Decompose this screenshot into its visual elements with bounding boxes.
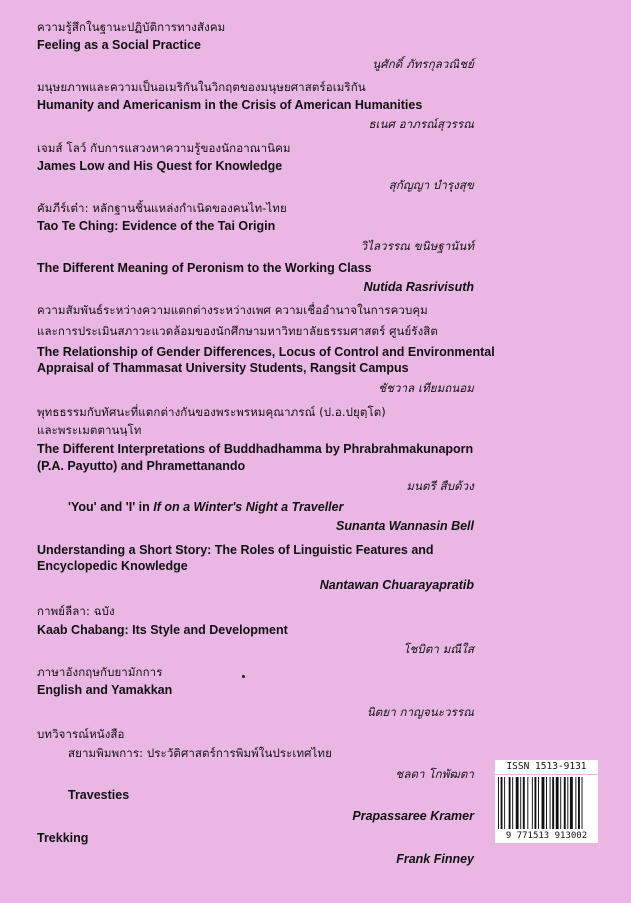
entry-author: Sunanta Wannasin Bell: [336, 519, 474, 533]
book-title: If on a Winter's Night a Traveller: [153, 500, 344, 514]
entry-author: ชลดา โกพัฒตา: [395, 767, 474, 781]
entry-english-title: The Different Interpretations of Buddhadhamma by Phrabrahmakunaporn: [37, 442, 474, 456]
entry-thai-title: สยามพิมพการ: ประวัติศาสตร์การพิมพ์ในประเทศไทย: [68, 746, 332, 760]
title-prefix: 'You' and 'I' in: [68, 500, 154, 514]
entry-english-title: English and Yamakkan: [37, 683, 173, 697]
entry-author: Frank Finney: [396, 852, 474, 866]
entry-thai-title: พุทธธรรมกับทัศนะที่แตกต่างกันของพระพรหมคุณาภรณ์ (ป.อ.ปยุตฺโต): [37, 405, 386, 419]
entry-thai-title: และการประเมินสภาวะแวดล้อมของนักศึกษามหาวิทยาลัยธรรมศาสตร์ ศูนย์รังสิต: [37, 324, 438, 338]
ink-dot: [242, 675, 245, 678]
entry-author: โชบิตา มณีใส: [403, 642, 474, 656]
entry-author: นูศักดิ์ ภัทรกุลวณิชย์: [372, 57, 474, 71]
entry-author: ธเนศ อาภรณ์สุวรรณ: [368, 117, 474, 131]
issn-barcode-block: [495, 760, 598, 842]
issn-label: ISSN 1513-9131: [495, 760, 598, 774]
entry-thai-title: คัมภีร์เต๋า: หลักฐานชิ้นแหล่งกำเนิดของคนไท-ไทย: [37, 201, 287, 215]
entry-english-title: Trekking: [37, 831, 89, 845]
barcode-icon: [495, 775, 598, 831]
entry-english-title: Appraisal of Thammasat University Students, Rangsit Campus: [37, 361, 409, 375]
entry-english-title: Humanity and Americanism in the Crisis of American Humanities: [37, 98, 423, 112]
entry-thai-title: และพระเมตตานนฺโท: [37, 423, 142, 437]
entry-english-title: The Different Meaning of Peronism to the Working Class: [37, 261, 372, 275]
entry-english-title: Understanding a Short Story: The Roles of Linguistic Features and: [37, 543, 434, 557]
entry-english-title: [68, 499, 343, 515]
entry-english-title: Encyclopedic Knowledge: [37, 559, 188, 573]
entry-english-title: Travesties: [68, 788, 130, 802]
entry-author: วิไลวรรณ ขนิษฐานันท์: [360, 239, 474, 253]
entry-author: มนตรี สืบด้วง: [406, 479, 474, 493]
section-heading: บทวิจารณ์หนังสือ: [37, 727, 125, 741]
entry-english-title: The Relationship of Gender Differences, Locus of Control and Environmental: [37, 345, 495, 359]
entry-thai-title: ความสัมพันธ์ระหว่างความแตกต่างระหว่างเพศ ความเชื่ออำนาจในการควบคุม: [37, 303, 428, 317]
entry-author: สุกัญญา บำรุงสุข: [388, 178, 474, 192]
entry-english-title: Tao Te Ching: Evidence of the Tai Origin: [37, 219, 276, 233]
entry-english-title: Feeling as a Social Practice: [37, 38, 201, 52]
entry-author: Prapassaree Kramer: [352, 809, 474, 823]
entry-thai-title: ภาษาอังกฤษกับยามักการ: [37, 665, 163, 679]
barcode-digits: 9 771513 913002: [495, 830, 598, 843]
entry-author: ชัชวาล เทียมถนอม: [378, 381, 474, 395]
entry-english-title: Kaab Chabang: Its Style and Development: [37, 623, 288, 637]
entry-author: Nutida Rasrivisuth: [363, 280, 474, 294]
entry-author: นิตยา กาญจนะวรรณ: [366, 705, 474, 719]
entry-english-title: (P.A. Payutto) and Phramettanando: [37, 459, 246, 473]
entry-thai-title: กาพย์ลีลา: ฉบัง: [37, 604, 115, 618]
entry-english-title: James Low and His Quest for Knowledge: [37, 159, 283, 173]
entry-author: Nantawan Chuarayapratib: [319, 578, 474, 592]
entry-thai-title: เจมส์ โลว์ กับการแสวงหาความรู้ของนักอาณานิคม: [37, 141, 291, 155]
entry-thai-title: มนุษยภาพและความเป็นอเมริกันในวิกฤตของมนุษยศาสตร์อเมริกัน: [37, 80, 366, 94]
entry-thai-title: ความรู้สึกในฐานะปฏิบัติการทางสังคม: [37, 20, 226, 34]
